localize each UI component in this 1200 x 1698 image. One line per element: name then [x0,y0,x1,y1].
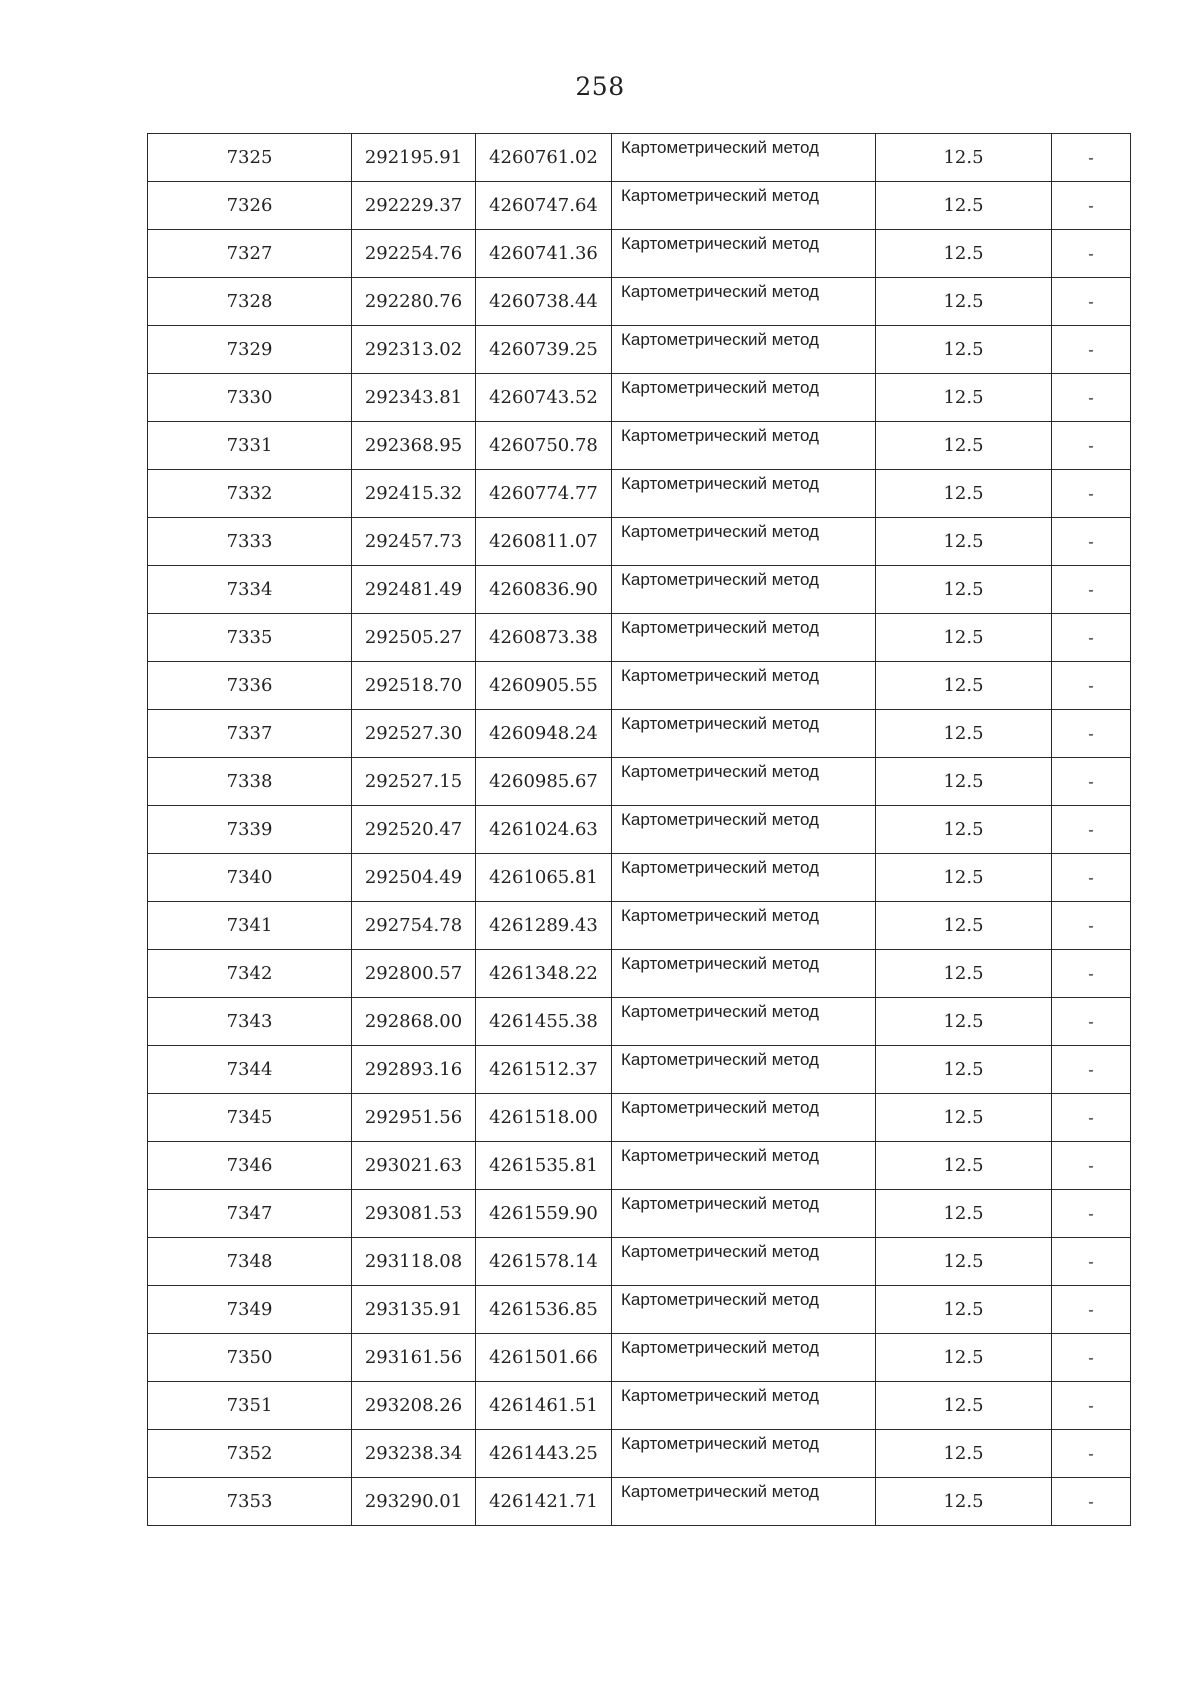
table-row [148,1286,1131,1334]
x-coordinate-cell: 293208.26 [352,1382,476,1430]
method-cell: Картометрический метод [612,1238,876,1286]
x-coordinate-cell: 293290.01 [352,1478,476,1526]
point-number-cell: 7344 [148,1046,352,1094]
point-number-cell: 7332 [148,470,352,518]
note-cell: - [1052,134,1131,182]
point-number-cell: 7327 [148,230,352,278]
method-cell: Картометрический метод [612,470,876,518]
y-coordinate-cell: 4261455.38 [476,998,612,1046]
note-cell: - [1052,950,1131,998]
y-coordinate-cell: 4261518.00 [476,1094,612,1142]
point-number-cell: 7352 [148,1430,352,1478]
x-coordinate-cell: 292518.70 [352,662,476,710]
point-number-cell: 7350 [148,1334,352,1382]
table-row [148,662,1131,710]
method-cell: Картометрический метод [612,518,876,566]
method-cell: Картометрический метод [612,326,876,374]
method-cell: Картометрический метод [612,374,876,422]
y-coordinate-cell: 4261421.71 [476,1478,612,1526]
note-cell: - [1052,710,1131,758]
y-coordinate-cell: 4260761.02 [476,134,612,182]
x-coordinate-cell: 293238.34 [352,1430,476,1478]
x-coordinate-cell: 292527.30 [352,710,476,758]
method-cell: Картометрический метод [612,422,876,470]
point-number-cell: 7343 [148,998,352,1046]
y-coordinate-cell: 4261512.37 [476,1046,612,1094]
method-cell: Картометрический метод [612,758,876,806]
y-coordinate-cell: 4260811.07 [476,518,612,566]
accuracy-cell: 12.5 [876,950,1052,998]
accuracy-cell: 12.5 [876,1478,1052,1526]
table-row [148,470,1131,518]
method-cell: Картометрический метод [612,1142,876,1190]
note-cell: - [1052,278,1131,326]
accuracy-cell: 12.5 [876,1094,1052,1142]
x-coordinate-cell: 292343.81 [352,374,476,422]
y-coordinate-cell: 4261578.14 [476,1238,612,1286]
point-number-cell: 7337 [148,710,352,758]
accuracy-cell: 12.5 [876,1430,1052,1478]
method-cell: Картометрический метод [612,902,876,950]
x-coordinate-cell: 292229.37 [352,182,476,230]
note-cell: - [1052,758,1131,806]
y-coordinate-cell: 4260739.25 [476,326,612,374]
method-cell: Картометрический метод [612,614,876,662]
y-coordinate-cell: 4261536.85 [476,1286,612,1334]
point-number-cell: 7353 [148,1478,352,1526]
note-cell: - [1052,1334,1131,1382]
table-row [148,1478,1131,1526]
y-coordinate-cell: 4261559.90 [476,1190,612,1238]
point-number-cell: 7334 [148,566,352,614]
x-coordinate-cell: 292754.78 [352,902,476,950]
note-cell: - [1052,854,1131,902]
accuracy-cell: 12.5 [876,230,1052,278]
note-cell: - [1052,662,1131,710]
accuracy-cell: 12.5 [876,1382,1052,1430]
y-coordinate-cell: 4260750.78 [476,422,612,470]
y-coordinate-cell: 4260905.55 [476,662,612,710]
method-cell: Картометрический метод [612,710,876,758]
point-number-cell: 7333 [148,518,352,566]
table-row [148,1430,1131,1478]
method-cell: Картометрический метод [612,278,876,326]
table-row [148,998,1131,1046]
accuracy-cell: 12.5 [876,1334,1052,1382]
note-cell: - [1052,1382,1131,1430]
table-row [148,854,1131,902]
y-coordinate-cell: 4261024.63 [476,806,612,854]
accuracy-cell: 12.5 [876,662,1052,710]
x-coordinate-cell: 292868.00 [352,998,476,1046]
y-coordinate-cell: 4260836.90 [476,566,612,614]
table-row [148,230,1131,278]
point-number-cell: 7335 [148,614,352,662]
table-row [148,182,1131,230]
method-cell: Картометрический метод [612,1430,876,1478]
note-cell: - [1052,470,1131,518]
x-coordinate-cell: 292951.56 [352,1094,476,1142]
note-cell: - [1052,902,1131,950]
method-cell: Картометрический метод [612,854,876,902]
table-row [148,422,1131,470]
y-coordinate-cell: 4261065.81 [476,854,612,902]
point-number-cell: 7331 [148,422,352,470]
accuracy-cell: 12.5 [876,278,1052,326]
accuracy-cell: 12.5 [876,998,1052,1046]
note-cell: - [1052,1190,1131,1238]
x-coordinate-cell: 292313.02 [352,326,476,374]
table-row [148,1334,1131,1382]
table-row [148,566,1131,614]
y-coordinate-cell: 4260741.36 [476,230,612,278]
table-row [148,710,1131,758]
accuracy-cell: 12.5 [876,614,1052,662]
point-number-cell: 7330 [148,374,352,422]
accuracy-cell: 12.5 [876,1286,1052,1334]
table-row [148,134,1131,182]
note-cell: - [1052,182,1131,230]
x-coordinate-cell: 292195.91 [352,134,476,182]
x-coordinate-cell: 293081.53 [352,1190,476,1238]
accuracy-cell: 12.5 [876,1046,1052,1094]
method-cell: Картометрический метод [612,950,876,998]
accuracy-cell: 12.5 [876,902,1052,950]
note-cell: - [1052,1046,1131,1094]
y-coordinate-cell: 4260738.44 [476,278,612,326]
x-coordinate-cell: 293161.56 [352,1334,476,1382]
y-coordinate-cell: 4261461.51 [476,1382,612,1430]
point-number-cell: 7340 [148,854,352,902]
method-cell: Картометрический метод [612,1382,876,1430]
x-coordinate-cell: 292505.27 [352,614,476,662]
table-row [148,614,1131,662]
x-coordinate-cell: 292457.73 [352,518,476,566]
table-row [148,326,1131,374]
y-coordinate-cell: 4260985.67 [476,758,612,806]
accuracy-cell: 12.5 [876,758,1052,806]
page-number: 258 [575,72,625,101]
y-coordinate-cell: 4260873.38 [476,614,612,662]
x-coordinate-cell: 292527.15 [352,758,476,806]
note-cell: - [1052,1094,1131,1142]
y-coordinate-cell: 4261348.22 [476,950,612,998]
note-cell: - [1052,1430,1131,1478]
accuracy-cell: 12.5 [876,518,1052,566]
x-coordinate-cell: 292504.49 [352,854,476,902]
point-number-cell: 7339 [148,806,352,854]
y-coordinate-cell: 4260774.77 [476,470,612,518]
note-cell: - [1052,422,1131,470]
note-cell: - [1052,1286,1131,1334]
point-number-cell: 7349 [148,1286,352,1334]
table-row [148,278,1131,326]
method-cell: Картометрический метод [612,662,876,710]
method-cell: Картометрический метод [612,998,876,1046]
y-coordinate-cell: 4261501.66 [476,1334,612,1382]
table-row [148,806,1131,854]
table-row [148,1094,1131,1142]
accuracy-cell: 12.5 [876,1190,1052,1238]
accuracy-cell: 12.5 [876,1142,1052,1190]
y-coordinate-cell: 4261289.43 [476,902,612,950]
accuracy-cell: 12.5 [876,806,1052,854]
note-cell: - [1052,566,1131,614]
point-number-cell: 7325 [148,134,352,182]
method-cell: Картометрический метод [612,1046,876,1094]
method-cell: Картометрический метод [612,1478,876,1526]
table-row [148,758,1131,806]
accuracy-cell: 12.5 [876,854,1052,902]
method-cell: Картометрический метод [612,566,876,614]
table-row [148,1238,1131,1286]
accuracy-cell: 12.5 [876,182,1052,230]
point-number-cell: 7351 [148,1382,352,1430]
method-cell: Картометрический метод [612,134,876,182]
accuracy-cell: 12.5 [876,710,1052,758]
note-cell: - [1052,518,1131,566]
table-row [148,902,1131,950]
y-coordinate-cell: 4261535.81 [476,1142,612,1190]
note-cell: - [1052,374,1131,422]
method-cell: Картометрический метод [612,1334,876,1382]
note-cell: - [1052,614,1131,662]
coordinates-table [147,133,1131,1526]
accuracy-cell: 12.5 [876,374,1052,422]
x-coordinate-cell: 292520.47 [352,806,476,854]
accuracy-cell: 12.5 [876,470,1052,518]
point-number-cell: 7346 [148,1142,352,1190]
accuracy-cell: 12.5 [876,422,1052,470]
table-row [148,518,1131,566]
y-coordinate-cell: 4261443.25 [476,1430,612,1478]
point-number-cell: 7326 [148,182,352,230]
x-coordinate-cell: 292415.32 [352,470,476,518]
table-row [148,950,1131,998]
point-number-cell: 7347 [148,1190,352,1238]
x-coordinate-cell: 293118.08 [352,1238,476,1286]
y-coordinate-cell: 4260948.24 [476,710,612,758]
x-coordinate-cell: 293135.91 [352,1286,476,1334]
x-coordinate-cell: 292368.95 [352,422,476,470]
note-cell: - [1052,1238,1131,1286]
point-number-cell: 7341 [148,902,352,950]
note-cell: - [1052,998,1131,1046]
method-cell: Картометрический метод [612,182,876,230]
point-number-cell: 7338 [148,758,352,806]
accuracy-cell: 12.5 [876,1238,1052,1286]
table-row [148,1046,1131,1094]
table-row [148,1142,1131,1190]
note-cell: - [1052,326,1131,374]
point-number-cell: 7329 [148,326,352,374]
x-coordinate-cell: 293021.63 [352,1142,476,1190]
x-coordinate-cell: 292800.57 [352,950,476,998]
point-number-cell: 7342 [148,950,352,998]
x-coordinate-cell: 292254.76 [352,230,476,278]
accuracy-cell: 12.5 [876,566,1052,614]
note-cell: - [1052,1478,1131,1526]
coordinates-table-body [148,134,1131,1526]
table-row [148,1382,1131,1430]
y-coordinate-cell: 4260747.64 [476,182,612,230]
accuracy-cell: 12.5 [876,134,1052,182]
point-number-cell: 7348 [148,1238,352,1286]
table-row [148,374,1131,422]
note-cell: - [1052,1142,1131,1190]
method-cell: Картометрический метод [612,806,876,854]
y-coordinate-cell: 4260743.52 [476,374,612,422]
point-number-cell: 7345 [148,1094,352,1142]
table-row [148,1190,1131,1238]
x-coordinate-cell: 292280.76 [352,278,476,326]
accuracy-cell: 12.5 [876,326,1052,374]
method-cell: Картометрический метод [612,1286,876,1334]
method-cell: Картометрический метод [612,1190,876,1238]
note-cell: - [1052,806,1131,854]
x-coordinate-cell: 292893.16 [352,1046,476,1094]
point-number-cell: 7328 [148,278,352,326]
x-coordinate-cell: 292481.49 [352,566,476,614]
method-cell: Картометрический метод [612,1094,876,1142]
method-cell: Картометрический метод [612,230,876,278]
note-cell: - [1052,230,1131,278]
point-number-cell: 7336 [148,662,352,710]
